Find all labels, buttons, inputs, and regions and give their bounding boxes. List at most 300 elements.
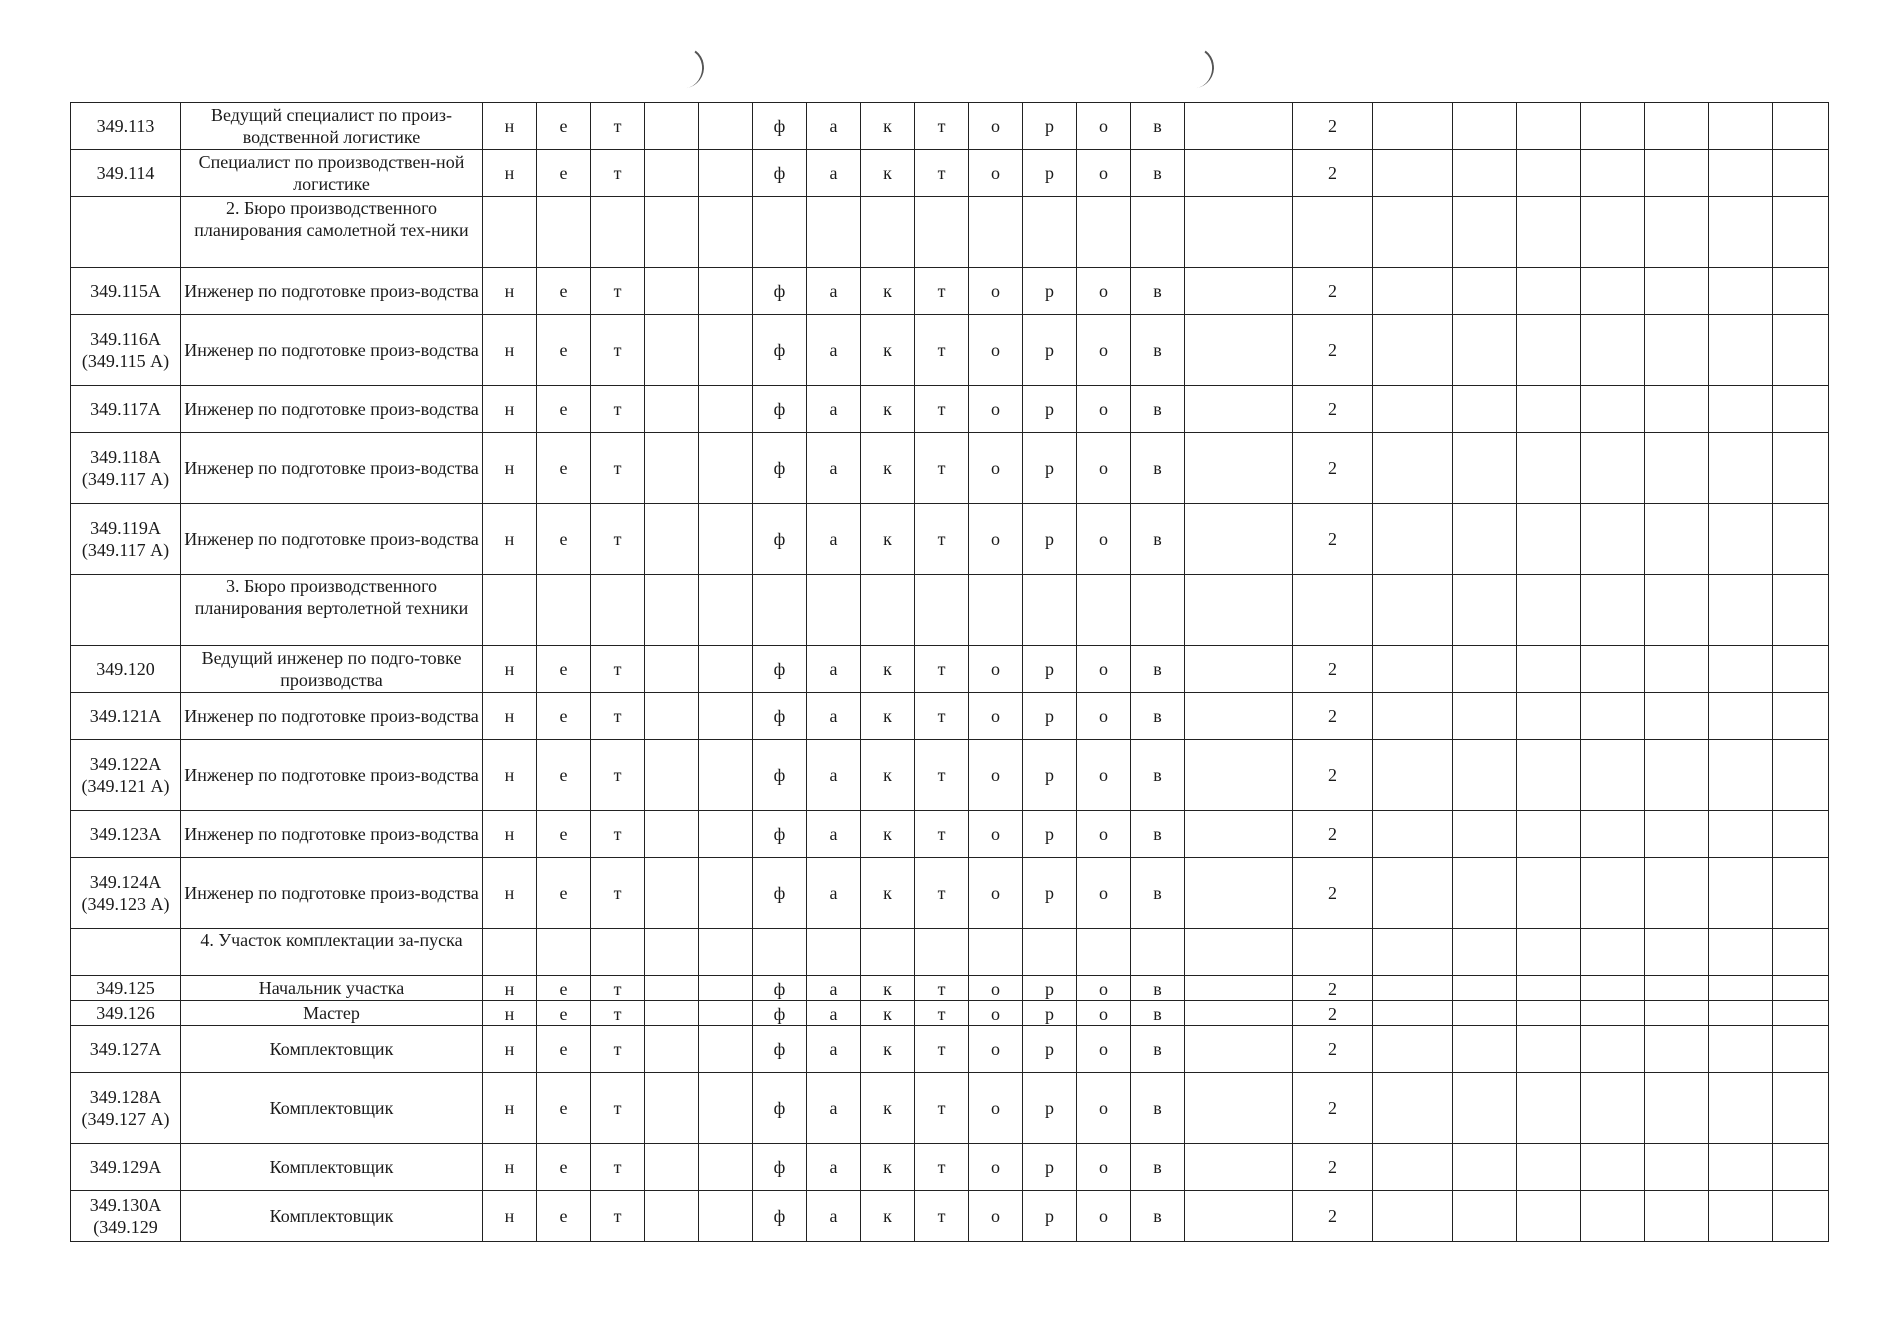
position-title-cell: Инженер по подготовке произ-водства [181,740,483,811]
empty-cell [969,929,1023,976]
empty-cell [1517,811,1581,858]
section-header-row [71,929,1829,976]
position-title-cell: Инженер по подготовке произ-водства [181,811,483,858]
empty-cell [1373,693,1453,740]
letter-cell: к [861,1191,915,1242]
position-code-cell: 349.120 [71,646,181,693]
letter-cell: н [483,976,537,1001]
empty-cell [699,386,753,433]
empty-cell [1185,433,1293,504]
letter-cell: е [537,1073,591,1144]
empty-cell [1453,433,1517,504]
empty-cell [1293,929,1373,976]
empty-cell [537,929,591,976]
empty-cell [1581,575,1645,646]
empty-cell [1185,150,1293,197]
letter-cell: в [1131,1191,1185,1242]
letter-cell: е [537,811,591,858]
letter-cell: в [1131,1073,1185,1144]
letter-cell: р [1023,1001,1077,1026]
empty-cell [1293,575,1373,646]
table-row [71,740,1829,811]
letter-cell: т [591,1001,645,1026]
score-cell: 2 [1293,976,1373,1001]
letter-cell: т [591,811,645,858]
empty-cell [1645,1026,1709,1073]
empty-cell [1581,433,1645,504]
letter-cell: к [861,1001,915,1026]
empty-cell [1185,1026,1293,1073]
letter-cell: к [861,976,915,1001]
empty-cell [1645,197,1709,268]
empty-cell [807,575,861,646]
position-code-cell: 349.113 [71,103,181,150]
empty-cell [645,646,699,693]
empty-cell [645,1073,699,1144]
empty-cell [1373,575,1453,646]
empty-cell [1185,693,1293,740]
empty-cell [591,929,645,976]
empty-cell [1773,433,1829,504]
empty-cell [1773,929,1829,976]
letter-cell: а [807,693,861,740]
empty-cell [645,575,699,646]
section-header-row [71,575,1829,646]
empty-cell [1517,740,1581,811]
empty-cell [645,197,699,268]
empty-cell [1709,103,1773,150]
empty-cell [1453,150,1517,197]
letter-cell: в [1131,504,1185,575]
letter-cell: а [807,976,861,1001]
empty-cell [1517,693,1581,740]
position-title-cell: Комплектовщик [181,1191,483,1242]
score-cell: 2 [1293,1191,1373,1242]
letter-cell: т [915,386,969,433]
empty-cell [1185,197,1293,268]
letter-cell: о [1077,386,1131,433]
letter-cell: т [591,740,645,811]
empty-cell [1773,1026,1829,1073]
position-code-cell: 349.122А (349.121 А) [71,740,181,811]
letter-cell: т [591,433,645,504]
letter-cell: т [591,386,645,433]
letter-cell: т [591,150,645,197]
letter-cell: о [1077,646,1131,693]
empty-cell [1373,197,1453,268]
empty-cell [1453,386,1517,433]
empty-cell [1709,504,1773,575]
empty-cell [1185,504,1293,575]
empty-cell [1773,268,1829,315]
table-row [71,693,1829,740]
position-code-cell: 349.126 [71,1001,181,1026]
empty-cell [1773,811,1829,858]
letter-cell: ф [753,811,807,858]
letter-cell: н [483,1001,537,1026]
letter-cell: а [807,386,861,433]
empty-cell [645,976,699,1001]
empty-cell [699,150,753,197]
table-row [71,315,1829,386]
empty-cell [1581,1144,1645,1191]
letter-cell: т [591,315,645,386]
empty-cell [1645,386,1709,433]
letter-cell: о [1077,693,1131,740]
empty-cell [1185,740,1293,811]
letter-cell: к [861,315,915,386]
letter-cell: ф [753,268,807,315]
letter-cell: р [1023,504,1077,575]
position-title-cell: Комплектовщик [181,1144,483,1191]
empty-cell [915,575,969,646]
empty-cell [1373,811,1453,858]
letter-cell: а [807,315,861,386]
empty-cell [1709,693,1773,740]
position-title-cell: Ведущий специалист по произ-водственной логистике [181,103,483,150]
empty-cell [1517,150,1581,197]
empty-cell [807,929,861,976]
letter-cell: н [483,150,537,197]
score-cell: 2 [1293,1144,1373,1191]
empty-cell [1453,575,1517,646]
table-row [71,150,1829,197]
letter-cell: в [1131,1001,1185,1026]
letter-cell: т [591,268,645,315]
table-row [71,1001,1829,1026]
letter-cell: о [1077,1001,1131,1026]
letter-cell: в [1131,1026,1185,1073]
letter-cell: т [915,150,969,197]
letter-cell: н [483,1073,537,1144]
letter-cell: а [807,1026,861,1073]
letter-cell: е [537,103,591,150]
empty-cell [645,693,699,740]
empty-cell [1185,929,1293,976]
letter-cell: ф [753,150,807,197]
empty-cell [1581,976,1645,1001]
letter-cell: в [1131,976,1185,1001]
empty-cell [1581,315,1645,386]
empty-cell [1453,1026,1517,1073]
letter-cell: т [915,646,969,693]
empty-cell [645,315,699,386]
letter-cell: о [969,740,1023,811]
empty-cell [1373,1144,1453,1191]
empty-cell [1709,646,1773,693]
letter-cell: о [969,386,1023,433]
empty-cell [1023,197,1077,268]
empty-cell [1709,1144,1773,1191]
empty-cell [1517,197,1581,268]
empty-cell [1373,103,1453,150]
letter-cell: ф [753,693,807,740]
letter-cell: о [969,1026,1023,1073]
letter-cell: а [807,646,861,693]
empty-cell [1453,976,1517,1001]
empty-cell [1077,575,1131,646]
letter-cell: т [591,976,645,1001]
score-cell: 2 [1293,1026,1373,1073]
position-title-cell: Мастер [181,1001,483,1026]
position-code-cell: 349.128А (349.127 А) [71,1073,181,1144]
empty-cell [1581,1001,1645,1026]
letter-cell: в [1131,858,1185,929]
letter-cell: ф [753,433,807,504]
letter-cell: о [1077,504,1131,575]
empty-cell [1185,386,1293,433]
letter-cell: ф [753,1073,807,1144]
empty-cell [1453,315,1517,386]
letter-cell: к [861,150,915,197]
empty-cell [1023,929,1077,976]
letter-cell: т [915,858,969,929]
table-row [71,811,1829,858]
empty-cell [645,811,699,858]
score-cell: 2 [1293,150,1373,197]
score-cell: 2 [1293,315,1373,386]
score-cell: 2 [1293,268,1373,315]
empty-cell [699,103,753,150]
letter-cell: е [537,1026,591,1073]
empty-cell [1773,1191,1829,1242]
empty-cell [645,1001,699,1026]
empty-cell [1709,268,1773,315]
letter-cell: в [1131,811,1185,858]
empty-cell [1773,646,1829,693]
empty-cell [1517,1001,1581,1026]
assessment-table [70,102,1829,1242]
table-row [71,268,1829,315]
letter-cell: а [807,504,861,575]
score-cell: 2 [1293,504,1373,575]
empty-cell [1453,693,1517,740]
empty-cell [699,197,753,268]
empty-cell [1517,1144,1581,1191]
empty-cell [969,197,1023,268]
empty-cell [699,740,753,811]
letter-cell: р [1023,1191,1077,1242]
letter-cell: а [807,740,861,811]
empty-cell [1373,740,1453,811]
letter-cell: о [1077,858,1131,929]
letter-cell: ф [753,386,807,433]
letter-cell: о [969,103,1023,150]
position-code-cell [71,575,181,646]
empty-cell [1773,740,1829,811]
empty-cell [1373,504,1453,575]
empty-cell [699,315,753,386]
position-title-cell: Начальник участка [181,976,483,1001]
empty-cell [1185,1073,1293,1144]
score-cell: 2 [1293,1001,1373,1026]
empty-cell [1709,929,1773,976]
letter-cell: т [591,103,645,150]
letter-cell: р [1023,740,1077,811]
position-title-cell: Инженер по подготовке произ-водства [181,386,483,433]
letter-cell: т [915,811,969,858]
position-title-cell: Ведущий инженер по подго-товке производства [181,646,483,693]
empty-cell [699,858,753,929]
empty-cell [1373,1073,1453,1144]
position-title-cell: Специалист по производствен-ной логистике [181,150,483,197]
empty-cell [1373,1001,1453,1026]
letter-cell: т [915,103,969,150]
empty-cell [1185,103,1293,150]
empty-cell [645,268,699,315]
empty-cell [1773,315,1829,386]
letter-cell: а [807,433,861,504]
empty-cell [1581,268,1645,315]
letter-cell: о [969,1191,1023,1242]
empty-cell [1373,976,1453,1001]
empty-cell [1645,646,1709,693]
letter-cell: т [915,1191,969,1242]
letter-cell: н [483,740,537,811]
empty-cell [1773,575,1829,646]
empty-cell [969,575,1023,646]
letter-cell: ф [753,976,807,1001]
empty-cell [1077,929,1131,976]
empty-cell [1453,1191,1517,1242]
letter-cell: т [915,693,969,740]
empty-cell [1581,811,1645,858]
table-row [71,646,1829,693]
empty-cell [1581,740,1645,811]
position-title-cell: Инженер по подготовке произ-водства [181,268,483,315]
table-row [71,504,1829,575]
letter-cell: т [915,1001,969,1026]
empty-cell [699,433,753,504]
position-code-cell: 349.119А (349.117 А) [71,504,181,575]
empty-cell [1645,1073,1709,1144]
letter-cell: ф [753,1144,807,1191]
letter-cell: о [969,811,1023,858]
empty-cell [1453,646,1517,693]
empty-cell [1373,929,1453,976]
table-row [71,433,1829,504]
empty-cell [1581,1073,1645,1144]
letter-cell: о [1077,268,1131,315]
letter-cell: е [537,740,591,811]
letter-cell: о [969,315,1023,386]
table-row [71,976,1829,1001]
letter-cell: в [1131,103,1185,150]
empty-cell [1373,386,1453,433]
letter-cell: в [1131,646,1185,693]
letter-cell: о [969,1001,1023,1026]
letter-cell: к [861,433,915,504]
empty-cell [1581,929,1645,976]
letter-cell: о [969,976,1023,1001]
empty-cell [699,693,753,740]
empty-cell [1185,811,1293,858]
empty-cell [699,1073,753,1144]
empty-cell [753,575,807,646]
letter-cell: в [1131,740,1185,811]
letter-cell: о [1077,1073,1131,1144]
letter-cell: т [591,504,645,575]
table-row [71,1191,1829,1242]
empty-cell [1517,575,1581,646]
letter-cell: о [1077,315,1131,386]
position-code-cell [71,197,181,268]
empty-cell [1773,150,1829,197]
empty-cell [1645,504,1709,575]
empty-cell [1517,646,1581,693]
empty-cell [1773,693,1829,740]
empty-cell [645,1191,699,1242]
position-code-cell: 349.129А [71,1144,181,1191]
letter-cell: а [807,150,861,197]
empty-cell [1373,1191,1453,1242]
empty-cell [699,811,753,858]
letter-cell: р [1023,315,1077,386]
letter-cell: т [591,1026,645,1073]
letter-cell: е [537,504,591,575]
letter-cell: т [591,1191,645,1242]
letter-cell: а [807,103,861,150]
letter-cell: ф [753,1001,807,1026]
empty-cell [1517,1191,1581,1242]
empty-cell [1645,858,1709,929]
letter-cell: е [537,976,591,1001]
empty-cell [1517,268,1581,315]
empty-cell [1293,197,1373,268]
empty-cell [483,197,537,268]
empty-cell [1709,315,1773,386]
letter-cell: е [537,858,591,929]
letter-cell: т [915,976,969,1001]
empty-cell [1185,268,1293,315]
section-header-row [71,197,1829,268]
letter-cell: в [1131,268,1185,315]
table-row [71,386,1829,433]
letter-cell: к [861,504,915,575]
empty-cell [645,1026,699,1073]
table-row [71,1073,1829,1144]
empty-cell [1453,1073,1517,1144]
empty-cell [645,929,699,976]
letter-cell: о [969,646,1023,693]
empty-cell [1709,858,1773,929]
empty-cell [1373,433,1453,504]
empty-cell [753,197,807,268]
letter-cell: ф [753,858,807,929]
position-code-cell: 349.117А [71,386,181,433]
letter-cell: н [483,504,537,575]
empty-cell [1709,1026,1773,1073]
position-code-cell: 349.115А [71,268,181,315]
empty-cell [645,150,699,197]
empty-cell [1453,929,1517,976]
empty-cell [1077,197,1131,268]
empty-cell [1581,1191,1645,1242]
empty-cell [699,1001,753,1026]
empty-cell [699,504,753,575]
empty-cell [1185,1001,1293,1026]
position-title-cell: Комплектовщик [181,1073,483,1144]
empty-cell [1185,976,1293,1001]
empty-cell [699,1191,753,1242]
letter-cell: о [969,1144,1023,1191]
letter-cell: е [537,433,591,504]
empty-cell [1709,150,1773,197]
empty-cell [1581,197,1645,268]
letter-cell: н [483,646,537,693]
letter-cell: н [483,268,537,315]
letter-cell: о [1077,740,1131,811]
